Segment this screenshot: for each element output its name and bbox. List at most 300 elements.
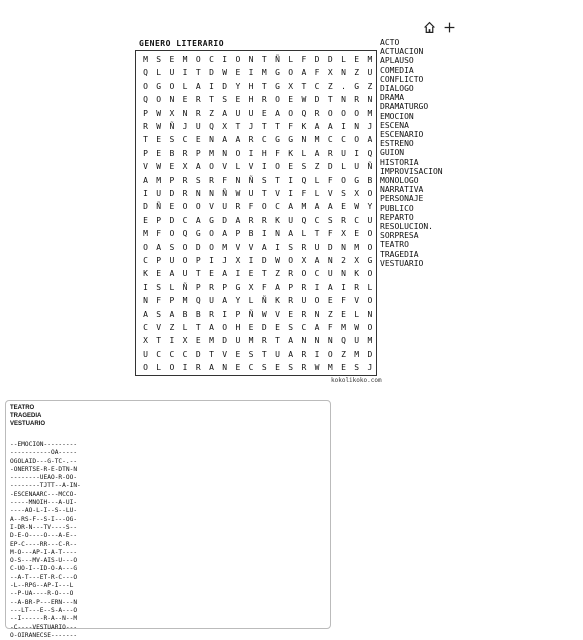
grid-cell[interactable]: D xyxy=(195,349,201,359)
grid-cell[interactable]: N xyxy=(327,256,333,265)
grid-cell[interactable]: I xyxy=(248,148,254,158)
grid-cell[interactable]: G xyxy=(354,175,360,185)
grid-cell[interactable]: P xyxy=(195,256,201,265)
grid-cell[interactable]: W xyxy=(301,95,307,105)
grid-cell[interactable]: A xyxy=(275,108,280,118)
grid-cell[interactable]: P xyxy=(156,215,162,225)
grid-cell[interactable]: D xyxy=(327,242,333,252)
grid-cell[interactable]: A xyxy=(222,229,228,239)
grid-cell[interactable]: D xyxy=(367,349,373,359)
grid-cell[interactable]: U xyxy=(301,296,307,306)
grid-cell[interactable]: T xyxy=(209,95,214,105)
grid-cell[interactable]: I xyxy=(341,282,346,292)
grid-cell[interactable]: C xyxy=(314,81,320,91)
grid-cell[interactable]: U xyxy=(209,296,214,306)
grid-cell[interactable]: C xyxy=(182,349,188,359)
grid-cell[interactable]: G xyxy=(209,215,214,225)
grid-cell[interactable]: L xyxy=(354,309,360,319)
grid-cell[interactable]: K xyxy=(301,122,307,131)
grid-cell[interactable]: F xyxy=(288,122,294,131)
grid-cell[interactable]: E xyxy=(195,336,201,346)
grid-cell[interactable]: A xyxy=(327,122,333,131)
grid-cell[interactable]: N xyxy=(235,175,241,185)
grid-cell[interactable]: A xyxy=(195,162,201,172)
grid-cell[interactable]: D xyxy=(314,95,320,105)
grid-cell[interactable]: E xyxy=(195,135,201,145)
grid-cell[interactable]: X xyxy=(341,229,346,239)
grid-cell[interactable]: S xyxy=(327,215,333,225)
grid-cell[interactable]: V xyxy=(222,349,228,359)
grid-cell[interactable]: V xyxy=(248,242,254,252)
grid-cell[interactable]: D xyxy=(143,202,148,212)
grid-cell[interactable]: K xyxy=(143,269,148,279)
grid-cell[interactable]: F xyxy=(314,68,320,78)
grid-cell[interactable]: P xyxy=(222,282,228,292)
grid-cell[interactable]: A xyxy=(222,135,228,145)
grid-cell[interactable]: I xyxy=(182,363,188,373)
grid-cell[interactable]: O xyxy=(341,108,346,118)
grid-cell[interactable]: M xyxy=(301,202,307,212)
grid-cell[interactable]: F xyxy=(261,282,267,292)
grid-cell[interactable]: Z xyxy=(341,349,346,359)
grid-cell[interactable]: Ñ xyxy=(248,309,254,319)
grid-cell[interactable]: Ñ xyxy=(248,175,254,185)
grid-cell[interactable]: N xyxy=(341,242,346,252)
grid-cell[interactable]: R xyxy=(341,215,346,225)
grid-cell[interactable]: F xyxy=(341,296,346,306)
grid-cell[interactable]: A xyxy=(314,148,320,158)
grid-cell[interactable]: E xyxy=(235,363,241,373)
grid-cell[interactable]: E xyxy=(182,95,188,105)
grid-cell[interactable]: M xyxy=(314,135,320,145)
grid-cell[interactable]: M xyxy=(367,55,373,64)
grid-cell[interactable]: M xyxy=(182,55,188,64)
grid-cell[interactable]: M xyxy=(354,349,360,359)
grid-cell[interactable]: M xyxy=(248,336,254,346)
grid-cell[interactable]: A xyxy=(314,202,320,212)
grid-cell[interactable]: D xyxy=(209,68,214,78)
grid-cell[interactable]: R xyxy=(301,282,307,292)
grid-cell[interactable]: C xyxy=(314,269,320,279)
grid-cell[interactable]: T xyxy=(301,81,307,91)
grid-cell[interactable]: S xyxy=(261,175,267,185)
grid-cell[interactable]: A xyxy=(235,215,241,225)
grid-cell[interactable]: O xyxy=(222,323,228,332)
grid-cell[interactable]: C xyxy=(143,256,148,265)
grid-cell[interactable]: R xyxy=(235,202,241,212)
grid-cell[interactable]: N xyxy=(182,108,188,118)
grid-cell[interactable]: Y xyxy=(367,202,373,212)
grid-cell[interactable]: L xyxy=(156,68,162,78)
grid-cell[interactable]: O xyxy=(261,202,267,212)
grid-cell[interactable]: X xyxy=(301,256,307,265)
grid-cell[interactable]: E xyxy=(341,363,346,373)
grid-cell[interactable]: M xyxy=(367,108,373,118)
grid-cell[interactable]: U xyxy=(327,269,333,279)
grid-cell[interactable]: L xyxy=(314,175,320,185)
grid-cell[interactable]: O xyxy=(182,242,188,252)
grid-cell[interactable]: S xyxy=(156,309,162,319)
grid-cell[interactable]: I xyxy=(261,229,267,239)
grid-cell[interactable]: A xyxy=(288,202,294,212)
grid-cell[interactable]: K xyxy=(275,215,280,225)
grid-cell[interactable]: T xyxy=(261,269,267,279)
grid-cell[interactable]: W xyxy=(354,202,360,212)
grid-cell[interactable]: Q xyxy=(195,296,201,306)
grid-cell[interactable]: S xyxy=(195,175,201,185)
grid-cell[interactable]: F xyxy=(275,148,280,158)
grid-cell[interactable]: X xyxy=(354,189,360,198)
grid-cell[interactable]: H xyxy=(261,148,267,158)
add-button[interactable] xyxy=(442,20,456,34)
grid-cell[interactable]: B xyxy=(367,175,373,185)
grid-cell[interactable]: Q xyxy=(301,175,307,185)
grid-cell[interactable]: A xyxy=(301,68,307,78)
grid-cell[interactable]: N xyxy=(169,95,175,105)
grid-cell[interactable]: O xyxy=(367,296,373,306)
grid-cell[interactable]: R xyxy=(209,309,214,319)
grid-cell[interactable]: N xyxy=(341,95,346,105)
grid-cell[interactable]: Q xyxy=(182,229,188,239)
grid-cell[interactable]: U xyxy=(169,68,175,78)
grid-cell[interactable]: Q xyxy=(143,68,148,78)
grid-cell[interactable]: T xyxy=(143,135,148,145)
grid-cell[interactable]: E xyxy=(143,215,148,225)
grid-cell[interactable]: Q xyxy=(143,95,148,105)
grid-cell[interactable]: N xyxy=(209,189,214,198)
grid-cell[interactable]: T xyxy=(235,122,241,131)
grid-cell[interactable]: R xyxy=(195,95,201,105)
grid-cell[interactable]: U xyxy=(341,148,346,158)
grid-cell[interactable]: L xyxy=(248,296,254,306)
grid-cell[interactable]: L xyxy=(235,162,241,172)
grid-cell[interactable]: E xyxy=(341,309,346,319)
grid-cell[interactable]: E xyxy=(327,296,333,306)
grid-cell[interactable]: E xyxy=(248,269,254,279)
grid-cell[interactable]: I xyxy=(288,189,294,198)
grid-cell[interactable]: G xyxy=(275,135,280,145)
grid-cell[interactable]: A xyxy=(222,296,228,306)
grid-cell[interactable]: D xyxy=(169,215,175,225)
grid-cell[interactable]: J xyxy=(248,122,254,131)
grid-cell[interactable]: C xyxy=(182,215,188,225)
grid-cell[interactable]: X xyxy=(222,122,228,131)
grid-cell[interactable]: E xyxy=(169,162,175,172)
grid-cell[interactable]: O xyxy=(209,242,214,252)
grid-cell[interactable]: H xyxy=(248,95,254,105)
grid-cell[interactable]: T xyxy=(275,122,280,131)
grid-cell[interactable]: S xyxy=(156,55,162,64)
grid-cell[interactable]: L xyxy=(367,282,373,292)
grid-cell[interactable]: Z xyxy=(327,81,333,91)
grid-cell[interactable]: G xyxy=(275,81,280,91)
grid-cell[interactable]: T xyxy=(195,68,201,78)
grid-cell[interactable]: G xyxy=(275,68,280,78)
grid-cell[interactable]: C xyxy=(156,349,162,359)
grid-cell[interactable]: O xyxy=(235,148,241,158)
grid-cell[interactable]: B xyxy=(248,229,254,239)
grid-cell[interactable]: N xyxy=(301,135,307,145)
grid-cell[interactable]: U xyxy=(143,349,148,359)
grid-cell[interactable]: Y xyxy=(235,296,241,306)
grid-cell[interactable]: D xyxy=(261,256,267,265)
grid-cell[interactable]: A xyxy=(288,229,294,239)
grid-cell[interactable]: D xyxy=(261,323,267,332)
grid-cell[interactable]: P xyxy=(169,296,175,306)
grid-cell[interactable]: Q xyxy=(209,122,214,131)
grid-cell[interactable]: U xyxy=(314,242,320,252)
grid-cell[interactable]: D xyxy=(327,162,333,172)
grid-cell[interactable]: C xyxy=(301,323,307,332)
grid-cell[interactable]: V xyxy=(248,162,254,172)
grid-cell[interactable]: O xyxy=(195,202,201,212)
grid-cell[interactable]: U xyxy=(156,189,162,198)
grid-cell[interactable]: Q xyxy=(341,336,346,346)
grid-cell[interactable]: O xyxy=(143,242,148,252)
grid-cell[interactable]: M xyxy=(143,229,148,239)
grid-cell[interactable]: V xyxy=(235,242,241,252)
grid-cell[interactable]: A xyxy=(288,349,294,359)
grid-cell[interactable]: R xyxy=(314,108,320,118)
grid-cell[interactable]: L xyxy=(341,55,346,64)
grid-cell[interactable]: M xyxy=(367,336,373,346)
grid-cell[interactable]: Ñ xyxy=(275,55,280,64)
grid-cell[interactable]: I xyxy=(222,55,228,64)
grid-cell[interactable]: X xyxy=(248,282,254,292)
grid-cell[interactable]: P xyxy=(195,282,201,292)
grid-cell[interactable]: A xyxy=(235,135,241,145)
grid-cell[interactable]: W xyxy=(156,162,162,172)
grid-cell[interactable]: T xyxy=(275,336,280,346)
grid-cell[interactable]: W xyxy=(275,256,280,265)
grid-cell[interactable]: T xyxy=(327,95,333,105)
grid-cell[interactable]: D xyxy=(327,55,333,64)
grid-cell[interactable]: C xyxy=(209,55,214,64)
grid-cell[interactable]: R xyxy=(288,296,294,306)
grid-cell[interactable]: C xyxy=(169,349,175,359)
grid-cell[interactable]: U xyxy=(354,336,360,346)
grid-cell[interactable]: E xyxy=(354,55,360,64)
grid-cell[interactable]: R xyxy=(248,135,254,145)
grid-cell[interactable]: O xyxy=(341,175,346,185)
grid-cell[interactable]: T xyxy=(156,336,162,346)
grid-cell[interactable]: R xyxy=(182,175,188,185)
grid-cell[interactable]: O xyxy=(367,242,373,252)
grid-cell[interactable]: O xyxy=(288,68,294,78)
grid-cell[interactable]: E xyxy=(341,202,346,212)
grid-cell[interactable]: M xyxy=(327,363,333,373)
grid-cell[interactable]: X xyxy=(327,68,333,78)
grid-cell[interactable]: U xyxy=(248,189,254,198)
grid-cell[interactable]: R xyxy=(248,215,254,225)
grid-cell[interactable]: A xyxy=(261,242,267,252)
grid-cell[interactable]: X xyxy=(288,81,294,91)
grid-cell[interactable]: R xyxy=(261,336,267,346)
grid-cell[interactable]: U xyxy=(288,215,294,225)
grid-cell[interactable]: O xyxy=(367,269,373,279)
grid-cell[interactable]: O xyxy=(327,108,333,118)
grid-cell[interactable]: Z xyxy=(354,68,360,78)
grid-cell[interactable]: L xyxy=(341,162,346,172)
grid-cell[interactable]: C xyxy=(327,135,333,145)
grid-cell[interactable]: O xyxy=(143,363,148,373)
grid-cell[interactable]: M xyxy=(341,323,346,332)
grid-cell[interactable]: Ñ xyxy=(367,162,373,172)
grid-cell[interactable]: V xyxy=(209,202,214,212)
grid-cell[interactable]: Ñ xyxy=(182,282,188,292)
grid-cell[interactable]: N xyxy=(314,309,320,319)
grid-cell[interactable]: Ñ xyxy=(169,122,175,131)
grid-cell[interactable]: N xyxy=(209,135,214,145)
grid-cell[interactable]: P xyxy=(235,229,241,239)
grid-cell[interactable]: S xyxy=(288,363,294,373)
grid-cell[interactable]: I xyxy=(248,256,254,265)
grid-cell[interactable]: L xyxy=(156,363,162,373)
grid-cell[interactable]: A xyxy=(327,202,333,212)
grid-cell[interactable]: Z xyxy=(314,162,320,172)
grid-cell[interactable]: X xyxy=(182,162,188,172)
grid-cell[interactable]: A xyxy=(222,269,228,279)
grid-cell[interactable]: A xyxy=(314,323,320,332)
grid-cell[interactable]: A xyxy=(169,309,175,319)
grid-cell[interactable]: I xyxy=(169,336,175,346)
grid-cell[interactable]: E xyxy=(275,323,280,332)
grid-cell[interactable]: D xyxy=(195,242,201,252)
grid-cell[interactable]: I xyxy=(209,256,214,265)
grid-cell[interactable]: O xyxy=(367,229,373,239)
grid-cell[interactable]: S xyxy=(288,242,294,252)
grid-cell[interactable]: A xyxy=(195,215,201,225)
grid-cell[interactable]: O xyxy=(235,55,241,64)
grid-cell[interactable]: I xyxy=(182,68,188,78)
grid-cell[interactable]: H xyxy=(235,323,241,332)
grid-cell[interactable]: P xyxy=(288,282,294,292)
grid-cell[interactable]: R xyxy=(195,363,201,373)
grid-cell[interactable]: Z xyxy=(367,81,373,91)
grid-cell[interactable]: M xyxy=(261,68,267,78)
grid-cell[interactable]: O xyxy=(354,135,360,145)
grid-cell[interactable]: R xyxy=(209,282,214,292)
grid-cell[interactable]: E xyxy=(354,229,360,239)
grid-cell[interactable]: S xyxy=(301,162,307,172)
grid-cell[interactable]: V xyxy=(222,162,228,172)
grid-cell[interactable]: F xyxy=(156,296,162,306)
grid-cell[interactable]: S xyxy=(248,349,254,359)
grid-cell[interactable]: C xyxy=(314,215,320,225)
grid-cell[interactable]: U xyxy=(354,162,360,172)
grid-cell[interactable]: O xyxy=(275,95,280,105)
grid-cell[interactable]: U xyxy=(169,256,175,265)
grid-cell[interactable]: M xyxy=(182,296,188,306)
grid-cell[interactable]: A xyxy=(288,336,294,346)
grid-cell[interactable]: Q xyxy=(301,108,307,118)
grid-cell[interactable]: U xyxy=(235,336,241,346)
grid-cell[interactable]: W xyxy=(222,68,228,78)
grid-cell[interactable]: P xyxy=(156,256,162,265)
grid-cell[interactable]: Z xyxy=(209,108,214,118)
grid-cell[interactable]: X xyxy=(235,256,241,265)
grid-cell[interactable]: K xyxy=(288,148,294,158)
grid-cell[interactable]: C xyxy=(341,135,346,145)
grid-cell[interactable]: W xyxy=(354,323,360,332)
grid-cell[interactable]: P xyxy=(235,309,241,319)
grid-cell[interactable]: M xyxy=(209,336,214,346)
grid-cell[interactable]: O xyxy=(182,202,188,212)
grid-cell[interactable]: I xyxy=(314,349,320,359)
grid-cell[interactable]: O xyxy=(169,363,175,373)
grid-cell[interactable]: A xyxy=(209,363,214,373)
grid-cell[interactable]: Z xyxy=(169,323,175,332)
grid-cell[interactable]: S xyxy=(261,363,267,373)
grid-cell[interactable]: S xyxy=(156,282,162,292)
grid-cell[interactable]: F xyxy=(327,323,333,332)
grid-cell[interactable]: A xyxy=(314,256,320,265)
grid-cell[interactable]: V xyxy=(275,189,280,198)
grid-cell[interactable]: L xyxy=(301,148,307,158)
grid-cell[interactable]: W xyxy=(314,363,320,373)
grid-cell[interactable]: P xyxy=(143,148,148,158)
grid-cell[interactable]: Q xyxy=(367,148,373,158)
grid-cell[interactable]: L xyxy=(182,81,188,91)
grid-cell[interactable]: E xyxy=(288,309,294,319)
grid-cell[interactable]: E xyxy=(288,95,294,105)
grid-cell[interactable]: M xyxy=(209,148,214,158)
grid-cell[interactable]: N xyxy=(327,336,333,346)
grid-cell[interactable]: O xyxy=(288,256,294,265)
grid-cell[interactable]: E xyxy=(235,95,241,105)
grid-cell[interactable]: N xyxy=(222,363,228,373)
grid-cell[interactable]: T xyxy=(209,349,214,359)
grid-cell[interactable]: E xyxy=(235,68,241,78)
grid-cell[interactable]: M xyxy=(156,175,162,185)
grid-cell[interactable]: U xyxy=(248,108,254,118)
grid-cell[interactable]: A xyxy=(143,175,148,185)
grid-cell[interactable]: V xyxy=(354,296,360,306)
grid-cell[interactable]: 2 xyxy=(341,256,346,265)
grid-cell[interactable]: K xyxy=(275,296,280,306)
grid-cell[interactable]: D xyxy=(222,336,228,346)
grid-cell[interactable]: G xyxy=(235,282,241,292)
grid-cell[interactable]: V xyxy=(327,189,333,198)
grid-cell[interactable]: O xyxy=(367,189,373,198)
grid-cell[interactable]: N xyxy=(367,95,373,105)
grid-cell[interactable]: X xyxy=(169,108,175,118)
grid-cell[interactable]: N xyxy=(314,336,320,346)
grid-cell[interactable]: R xyxy=(354,95,360,105)
grid-cell[interactable]: C xyxy=(182,135,188,145)
grid-cell[interactable]: I xyxy=(209,81,214,91)
grid-cell[interactable]: R xyxy=(327,148,333,158)
grid-cell[interactable]: E xyxy=(275,363,280,373)
grid-cell[interactable]: N xyxy=(354,122,360,131)
grid-cell[interactable]: P xyxy=(195,148,201,158)
grid-cell[interactable]: E xyxy=(288,162,294,172)
grid-cell[interactable]: A xyxy=(275,282,280,292)
grid-cell[interactable]: T xyxy=(261,189,267,198)
grid-cell[interactable]: C xyxy=(143,323,148,332)
grid-cell[interactable]: R xyxy=(195,108,201,118)
grid-cell[interactable]: T xyxy=(275,175,280,185)
grid-cell[interactable]: F xyxy=(327,229,333,239)
grid-cell[interactable]: T xyxy=(195,269,201,279)
grid-cell[interactable]: O xyxy=(209,162,214,172)
grid-cell[interactable]: N xyxy=(248,55,254,64)
grid-cell[interactable]: I xyxy=(354,148,360,158)
grid-cell[interactable]: D xyxy=(222,215,228,225)
grid-cell[interactable]: V xyxy=(143,162,148,172)
grid-cell[interactable]: E xyxy=(169,55,175,64)
grid-cell[interactable]: T xyxy=(195,323,201,332)
